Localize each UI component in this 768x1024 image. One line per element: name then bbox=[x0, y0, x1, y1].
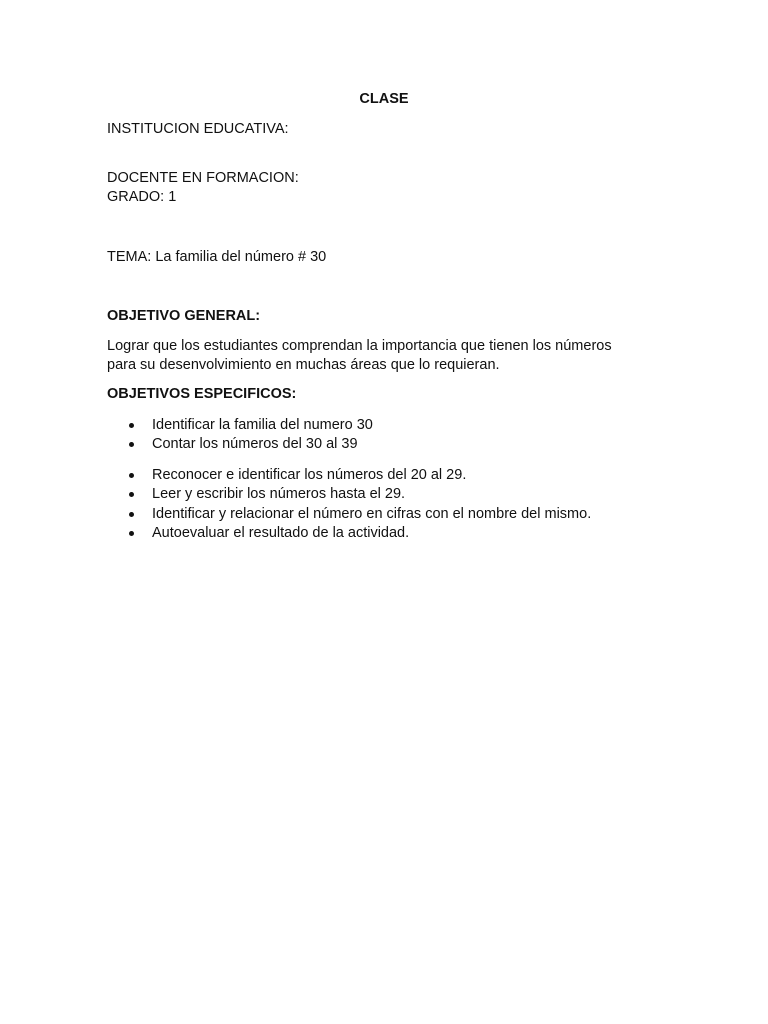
list-item bbox=[125, 524, 591, 543]
list-item bbox=[125, 505, 591, 524]
bullet-icon bbox=[129, 442, 134, 447]
grado-label: GRADO: 1 bbox=[107, 189, 177, 205]
bullet-icon bbox=[129, 423, 134, 428]
bullet-icon bbox=[129, 473, 134, 478]
objetivo-general-heading: OBJETIVO GENERAL: bbox=[107, 308, 261, 324]
list-item-text: Reconocer e identificar los números del 20 al 29. bbox=[152, 467, 467, 483]
objetivos-list-1 bbox=[125, 416, 373, 455]
objetivos-especificos-heading: OBJETIVOS ESPECIFICOS: bbox=[107, 386, 297, 402]
objetivo-general-line: Lograr que los estudiantes comprendan la importancia que tienen los números bbox=[107, 338, 612, 354]
list-item bbox=[125, 435, 373, 454]
list-item-text: Identificar la familia del numero 30 bbox=[152, 417, 373, 433]
institucion-label: INSTITUCION EDUCATIVA: bbox=[107, 121, 289, 137]
list-item-text: Identificar y relacionar el número en cifras con el nombre del mismo. bbox=[152, 505, 592, 522]
bullet-icon bbox=[129, 512, 134, 517]
list-item-text: Leer y escribir los números hasta el 29. bbox=[152, 486, 406, 503]
list-item bbox=[125, 466, 591, 485]
list-item bbox=[125, 416, 373, 435]
list-item-text: Autoevaluar el resultado de la actividad. bbox=[152, 524, 410, 541]
tema-label: TEMA: La familia del número # 30 bbox=[107, 249, 327, 265]
bullet-icon bbox=[129, 531, 134, 536]
list-item-text: Contar los números del 30 al 39 bbox=[152, 436, 358, 453]
bullet-icon bbox=[129, 492, 134, 497]
objetivos-list-2 bbox=[125, 466, 591, 543]
list-item bbox=[125, 485, 591, 504]
objetivo-general-line: para su desenvolvimiento en muchas áreas que lo requieran. bbox=[107, 357, 500, 373]
docente-label: DOCENTE EN FORMACION: bbox=[107, 170, 299, 186]
document-title: CLASE bbox=[359, 91, 409, 107]
